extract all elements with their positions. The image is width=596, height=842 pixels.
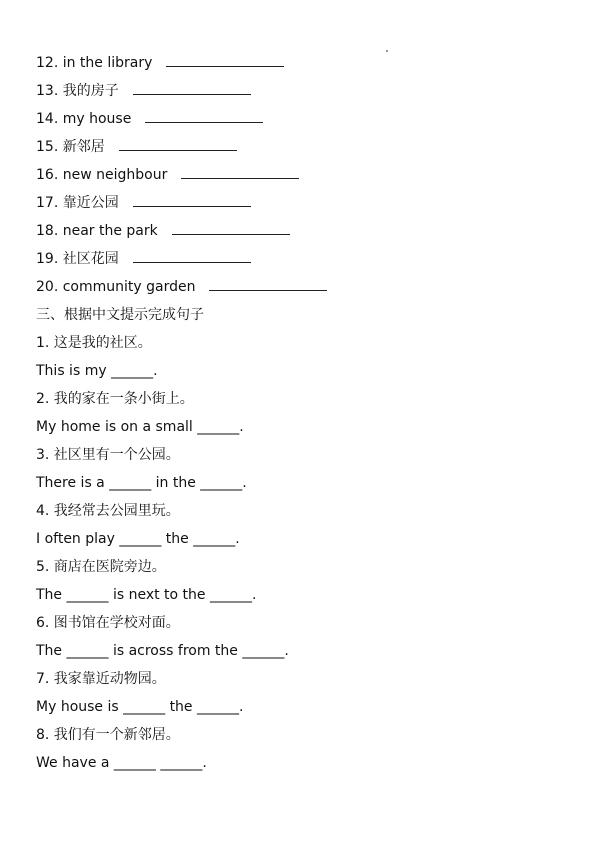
vocab-text: 17. 靠近公园 <box>36 195 119 211</box>
answer-blank <box>181 164 299 179</box>
sentence-2-cn: 2. 我的家在一条小街上。 <box>36 391 194 407</box>
vocab-item-18 <box>36 220 290 242</box>
answer-blank <box>119 136 237 151</box>
sentence-6-cn: 6. 图书馆在学校对面。 <box>36 615 180 631</box>
sentence-5-en: The ______ is next to the ______. <box>36 587 257 603</box>
vocab-item-19 <box>36 248 251 270</box>
answer-blank <box>166 52 284 67</box>
sentence-1-en: This is my ______. <box>36 363 158 379</box>
vocab-text: 19. 社区花园 <box>36 251 119 267</box>
answer-blank <box>133 80 251 95</box>
sentence-3-cn: 3. 社区里有一个公园。 <box>36 447 180 463</box>
sentence-7-en: My house is ______ the ______. <box>36 699 244 715</box>
vocab-text: 12. in the library <box>36 55 153 71</box>
section-heading: 三、根据中文提示完成句子 <box>36 307 204 323</box>
sentence-3-en: There is a ______ in the ______. <box>36 475 247 491</box>
vocab-text: 13. 我的房子 <box>36 83 119 99</box>
answer-blank <box>133 248 251 263</box>
sentence-7-cn: 7. 我家靠近动物园。 <box>36 671 166 687</box>
vocab-text: 15. 新邻居 <box>36 139 105 155</box>
answer-blank <box>209 276 327 291</box>
vocab-item-13 <box>36 80 251 102</box>
speck-mark <box>386 50 388 52</box>
sentence-1-cn: 1. 这是我的社区。 <box>36 335 152 351</box>
sentence-5-cn: 5. 商店在医院旁边。 <box>36 559 166 575</box>
sentence-6-en: The ______ is across from the ______. <box>36 643 289 659</box>
sentence-4-cn: 4. 我经常去公园里玩。 <box>36 503 180 519</box>
vocab-text: 14. my house <box>36 111 132 127</box>
sentence-2-en: My home is on a small ______. <box>36 419 244 435</box>
vocab-text: 16. new neighbour <box>36 167 168 183</box>
sentence-8-cn: 8. 我们有一个新邻居。 <box>36 727 180 743</box>
answer-blank <box>172 220 290 235</box>
vocab-item-16 <box>36 164 299 186</box>
vocab-item-12 <box>36 52 284 74</box>
vocab-text: 20. community garden <box>36 279 196 295</box>
sentence-8-en: We have a ______ ______. <box>36 755 207 771</box>
answer-blank <box>133 192 251 207</box>
vocab-item-17 <box>36 192 251 214</box>
vocab-item-14 <box>36 108 263 130</box>
answer-blank <box>145 108 263 123</box>
vocab-item-20 <box>36 276 327 298</box>
vocab-item-15 <box>36 136 237 158</box>
sentence-4-en: I often play ______ the ______. <box>36 531 240 547</box>
vocab-text: 18. near the park <box>36 223 158 239</box>
